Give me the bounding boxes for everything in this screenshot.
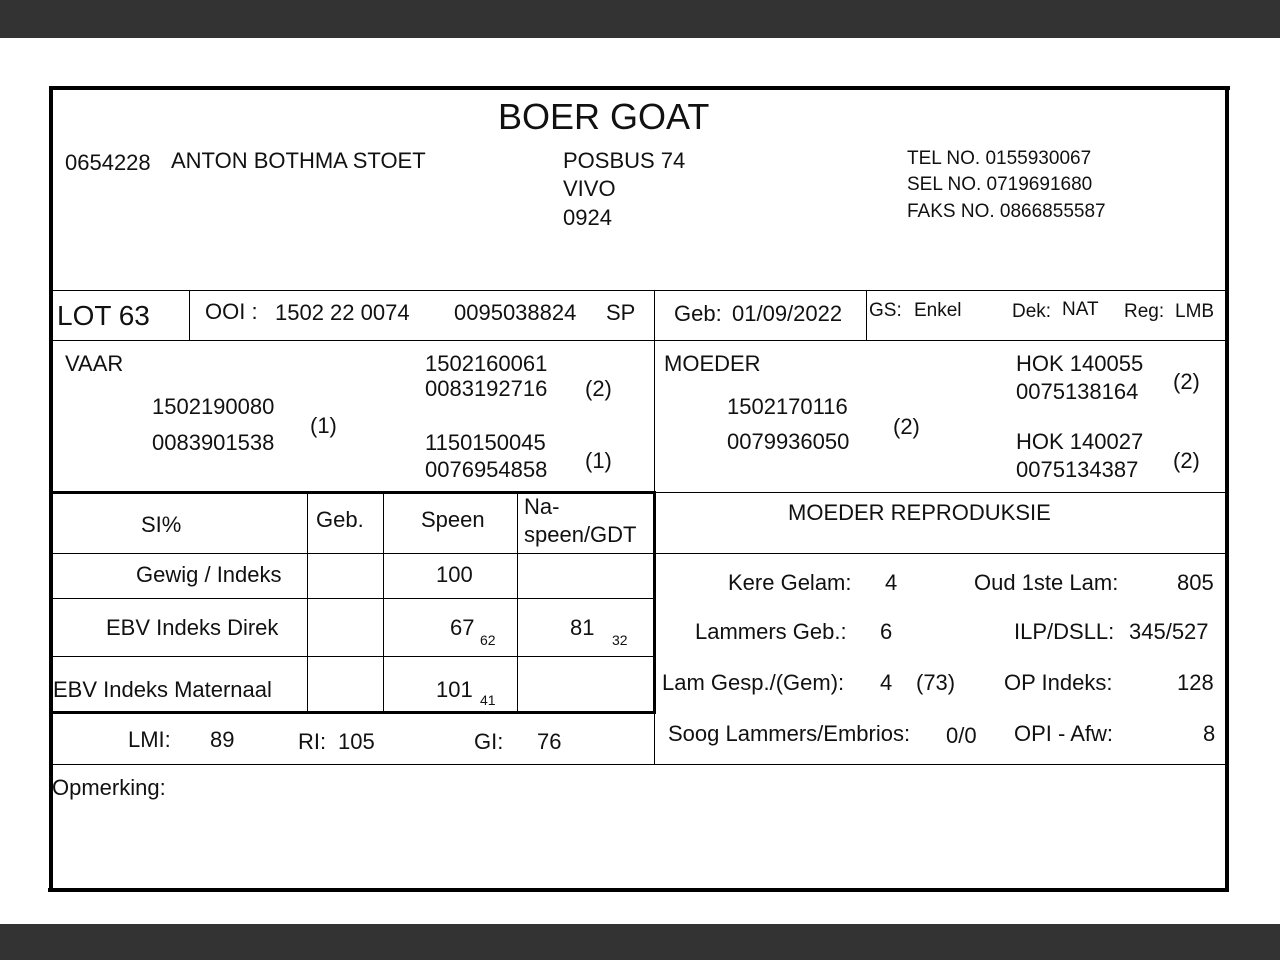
reg-value: LMB — [1175, 301, 1215, 322]
breeder-number: 0654228 — [65, 150, 151, 175]
lam-label: Lam Gesp./(Gem): — [662, 670, 845, 695]
faks-number: FAKS NO. 0866855587 — [907, 201, 1106, 222]
lam-value: 4 — [880, 670, 893, 695]
rule-lot-bottom — [51, 340, 1227, 341]
oud-label: Oud 1ste Lam: — [974, 570, 1119, 595]
row-label-ebv-direk: EBV Indeks Direk — [106, 615, 279, 640]
rule-col-speen — [383, 493, 384, 713]
vaar-id: 1502190080 — [152, 394, 275, 419]
op-label: OP Indeks: — [1004, 670, 1113, 695]
rule-table-bottom — [51, 711, 655, 714]
row-speen-gewig: 100 — [436, 562, 473, 587]
si-header: SI% — [141, 512, 182, 537]
rule-row2-bottom — [51, 656, 655, 657]
moeder-sire-tag: 0075138164 — [1016, 379, 1139, 404]
frame-top — [50, 86, 1230, 90]
gi-value: 76 — [537, 729, 562, 754]
dek-value: NAT — [1062, 299, 1099, 320]
breeder-name: ANTON BOTHMA STOET — [171, 148, 426, 173]
sel-number: SEL NO. 0719691680 — [907, 174, 1093, 195]
opi-label: OPI - Afw: — [1014, 721, 1114, 746]
rule-lot-divider — [189, 290, 190, 341]
lmi-value: 89 — [210, 727, 235, 752]
rule-header-bottom — [51, 553, 1227, 554]
speen-header: Speen — [421, 507, 485, 532]
vaar-dam-grade: (1) — [585, 448, 612, 473]
ooi-label: OOI : — [205, 299, 258, 324]
ilp-value: 345/527 — [1129, 619, 1209, 644]
op-value: 128 — [1177, 670, 1214, 695]
lammers-label: Lammers Geb.: — [695, 619, 847, 644]
bottom-bar — [0, 924, 1280, 960]
row-label-ebv-maternaal: EBV Indeks Maternaal — [53, 677, 272, 702]
moeder-sire-grade: (2) — [1173, 369, 1200, 394]
vaar-label: VAAR — [65, 351, 124, 376]
moeder-dam-id: HOK 140027 — [1016, 429, 1144, 454]
moeder-tag: 0079936050 — [727, 429, 850, 454]
rule-table-right — [653, 491, 656, 714]
soog-value: 0/0 — [946, 723, 977, 748]
row-speen-sub-ebv-direk: 62 — [480, 632, 496, 648]
rule-lot-top — [51, 290, 1227, 291]
rule-col-geb — [307, 493, 308, 713]
frame-bottom — [48, 888, 1228, 892]
vaar-dam-id: 1150150045 — [425, 430, 546, 455]
row-speen-sub-ebv-maternaal: 41 — [480, 692, 496, 708]
vaar-grade: (1) — [310, 413, 337, 438]
geb-date: 01/09/2022 — [732, 301, 843, 326]
row-na-sub-ebv-direk: 32 — [612, 632, 628, 648]
naspeen-header-line1: Na- — [524, 494, 560, 519]
moeder-sire-id: HOK 140055 — [1016, 351, 1144, 376]
lot-label: LOT 63 — [57, 300, 150, 331]
soog-label: Soog Lammers/Embrios: — [668, 721, 911, 746]
ooi-number: 1502 22 0074 — [275, 300, 410, 325]
naspeen-header-line2: speen/GDT — [524, 522, 637, 547]
page-title: BOER GOAT — [498, 96, 710, 137]
vaar-sire-id: 1502160061 — [425, 351, 548, 376]
kere-value: 4 — [885, 570, 898, 595]
gi-label: GI: — [474, 729, 504, 754]
vaar-sire-grade: (2) — [585, 376, 612, 401]
geb-header: Geb. — [316, 507, 364, 532]
rule-col-na — [517, 493, 518, 713]
ilp-label: ILP/DSLL: — [1014, 619, 1115, 644]
vaar-tag: 0083901538 — [152, 430, 275, 455]
frame-right — [1225, 86, 1229, 892]
vaar-sire-tag: 0083192716 — [425, 376, 548, 401]
rule-table-top — [51, 491, 655, 494]
ri-label: RI: — [298, 729, 327, 754]
rule-row1-bottom — [51, 598, 655, 599]
kere-label: Kere Gelam: — [728, 570, 852, 595]
address-line-2: VIVO — [563, 176, 616, 201]
moeder-id: 1502170116 — [727, 394, 848, 419]
lam-gem-value: (73) — [916, 670, 956, 695]
tel-number: TEL NO. 0155930067 — [907, 148, 1092, 169]
row-speen-ebv-direk: 67 — [450, 615, 475, 640]
moeder-dam-tag: 0075134387 — [1016, 457, 1139, 482]
moeder-label: MOEDER — [664, 351, 761, 376]
moeder-dam-grade: (2) — [1173, 448, 1200, 473]
frame-left — [49, 86, 53, 892]
opi-value: 8 — [1203, 721, 1216, 746]
reg-label: Reg: — [1124, 301, 1165, 322]
ri-value: 105 — [338, 729, 375, 754]
lammers-value: 6 — [880, 619, 893, 644]
rule-geb-divider — [866, 290, 867, 341]
vaar-dam-tag: 0076954858 — [425, 457, 548, 482]
address-line-3: 0924 — [563, 205, 612, 230]
row-label-gewig: Gewig / Indeks — [136, 562, 282, 587]
rule-indices-bottom — [51, 764, 1227, 765]
repro-title: MOEDER REPRODUKSIE — [788, 500, 1051, 525]
row-speen-ebv-maternaal: 101 — [436, 677, 473, 702]
row-na-ebv-direk: 81 — [570, 615, 595, 640]
rule-repro-top — [655, 492, 1227, 493]
moeder-grade: (2) — [893, 414, 920, 439]
ooi-sp: SP — [606, 300, 636, 325]
address-line-1: POSBUS 74 — [563, 148, 686, 173]
geb-label: Geb: — [674, 301, 722, 326]
gs-label: GS: — [869, 300, 902, 321]
oud-value: 805 — [1177, 570, 1214, 595]
gs-value: Enkel — [914, 300, 962, 321]
top-bar — [0, 0, 1280, 38]
dek-label: Dek: — [1012, 301, 1052, 322]
lmi-label: LMI: — [128, 727, 171, 752]
opmerking-label: Opmerking: — [52, 775, 166, 800]
ooi-tag: 0095038824 — [454, 300, 577, 325]
